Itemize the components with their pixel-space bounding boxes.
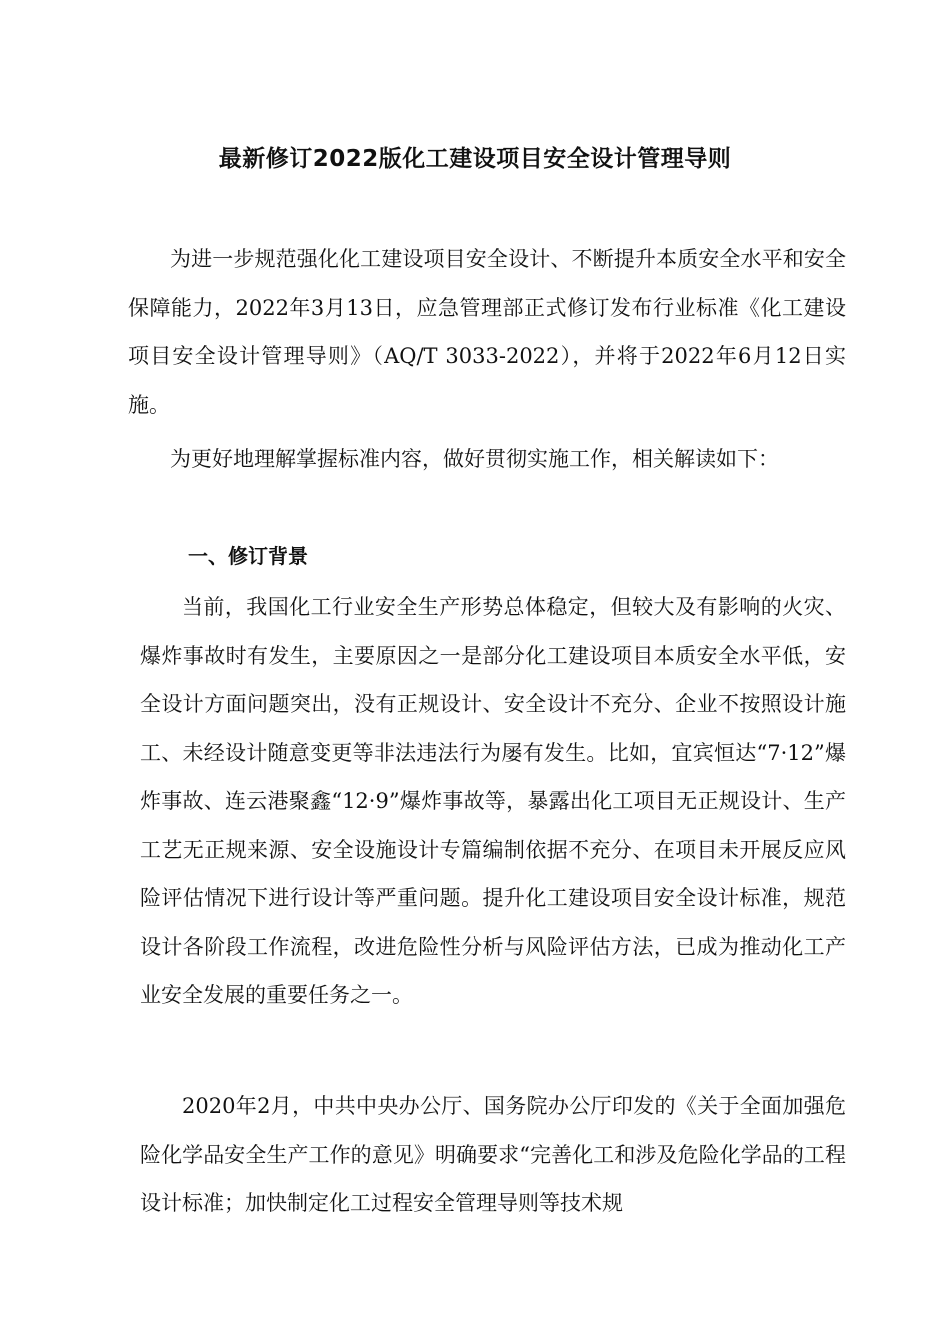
intro-paragraph-1: 为进一步规范强化化工建设项目安全设计、不断提升本质安全水平和安全保障能力，2022年3月13日，应急管理部正式修订发布行业标准《化工建设项目安全设计管理导则》（AQ/T 3033-2022），并将于2022年6月12日实施。	[128, 247, 846, 417]
section-paragraph-1: 当前，我国化工行业安全生产形势总体稳定，但较大及有影响的火灾、爆炸事故时有发生，主要原因之一是部分化工建设项目本质安全水平低，安全设计方面问题突出，没有正规设计、安全设计不充分、企业不按照设计施工、未经设计随意变更等非法违法行为屡有发生。比如，宜宾恒达“7·12”爆炸事故、连云港聚鑫“12·9”爆炸事故等，暴露出化工项目无正规设计、生产工艺无正规来源、安全设施设计专篇编制依据不充分、在项目未开展反应风险评估情况下进行设计等严重问题。提升化工建设项目安全设计标准，规范设计各阶段工作流程，改进危险性分析与风险评估方法，已成为推动化工产业安全发展的重要任务之一。	[140, 595, 846, 1007]
section-heading-background: 一、修订背景	[188, 544, 308, 568]
section-paragraph-2: 2020年2月，中共中央办公厅、国务院办公厅印发的《关于全面加强危险化学品安全生产工作的意见》明确要求“完善化工和涉及危险化学品的工程设计标准；加快制定化工过程安全管理导则等技术规	[140, 1094, 846, 1215]
intro-paragraph-2: 为更好地理解掌握标准内容，做好贯彻实施工作，相关解读如下：	[170, 447, 779, 471]
document-title: 最新修订2022版化工建设项目安全设计管理导则	[218, 146, 732, 173]
